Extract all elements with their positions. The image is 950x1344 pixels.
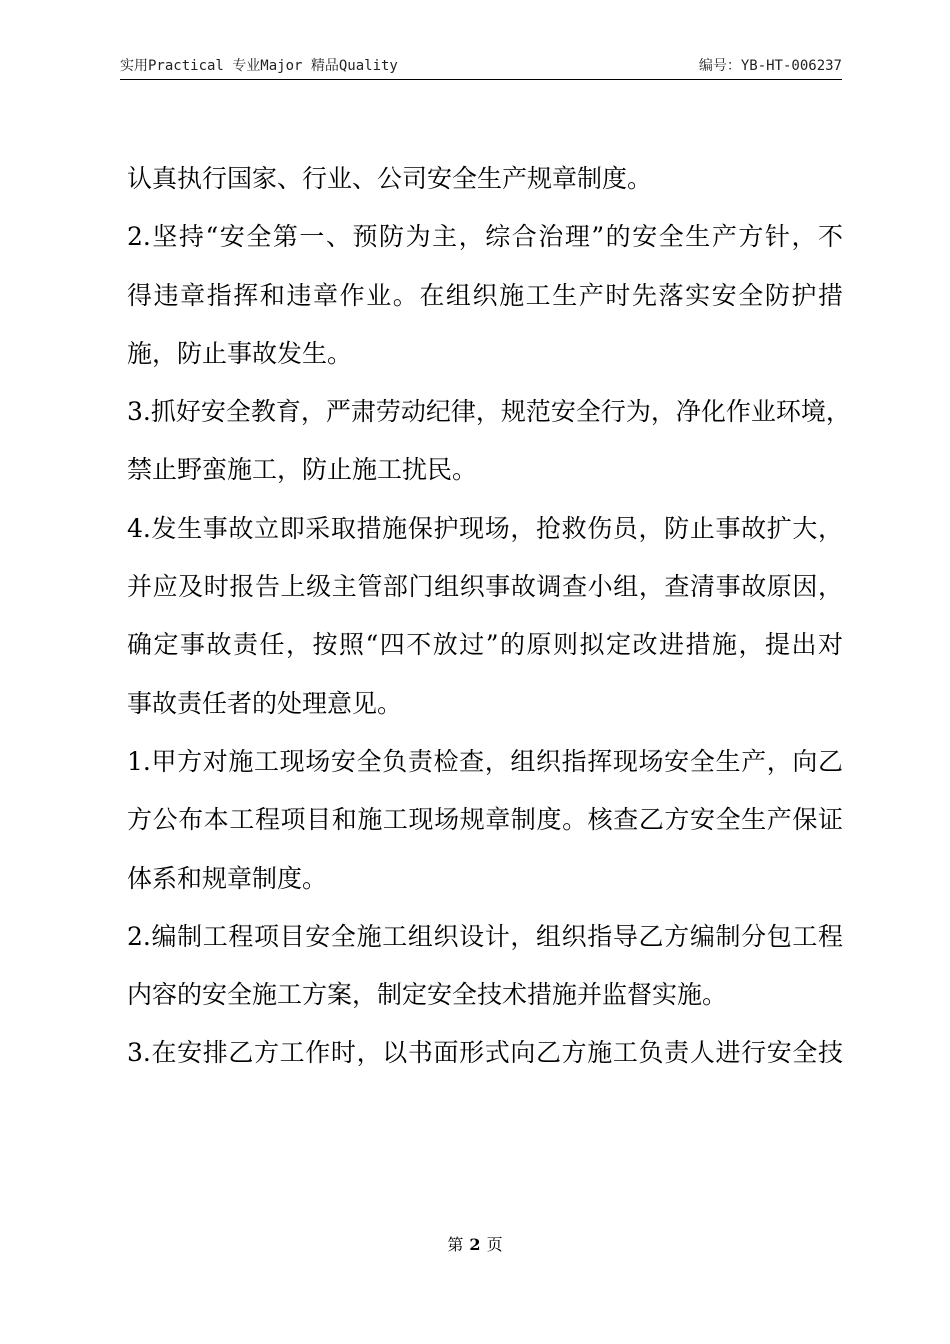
text-line: 3.在安排乙方工作时，以书面形式向乙方施工负责人进行安全技 bbox=[127, 1038, 843, 1068]
text-line: 确定事故责任，按照“四不放过”的原则拟定改进措施，提出对 bbox=[127, 630, 843, 660]
text-line: 2.坚持“安全第一、预防为主，综合治理”的安全生产方针，不 bbox=[127, 222, 843, 252]
text-line: 2.编制工程项目安全施工组织设计，组织指导乙方编制分包工程 bbox=[127, 921, 843, 951]
text-line: 体系和规章制度。 bbox=[127, 863, 328, 893]
page-number-prefix: 第 bbox=[447, 1235, 464, 1254]
page-number: 2 bbox=[469, 1235, 481, 1254]
body-text bbox=[127, 150, 851, 1083]
page-number-suffix: 页 bbox=[486, 1235, 503, 1254]
text-line: 并应及时报告上级主管部门组织事故调查小组，查清事故原因， bbox=[127, 572, 843, 602]
text-line: 认真执行国家、行业、公司安全生产规章制度。 bbox=[127, 164, 653, 193]
page-footer bbox=[0, 1234, 950, 1256]
text-line: 内容的安全施工方案，制定安全技术措施并监督实施。 bbox=[127, 980, 728, 1010]
text-line: 得违章指挥和违章作业。在组织施工生产时先落实安全防护措 bbox=[127, 280, 843, 310]
text-line: 3.抓好安全教育，严肃劳动纪律，规范安全行为，净化作业环境， bbox=[127, 397, 851, 427]
page-header bbox=[120, 55, 842, 80]
text-line: 禁止野蛮施工，防止施工扰民。 bbox=[127, 455, 478, 485]
text-line: 方公布本工程项目和施工现场规章制度。核查乙方安全生产保证 bbox=[127, 805, 843, 835]
header-tagline: 实用Practical 专业Major 精品Quality bbox=[120, 58, 398, 74]
text-line: 1.甲方对施工现场安全负责检查，组织指挥现场安全生产，向乙 bbox=[127, 746, 843, 776]
text-line: 事故责任者的处理意见。 bbox=[127, 688, 403, 718]
text-line: 4.发生事故立即采取措施保护现场，抢救伤员，防止事故扩大， bbox=[127, 513, 843, 543]
document-number: 编号：YB-HT-006237 bbox=[698, 58, 842, 74]
text-line: 施，防止事故发生。 bbox=[127, 338, 353, 368]
